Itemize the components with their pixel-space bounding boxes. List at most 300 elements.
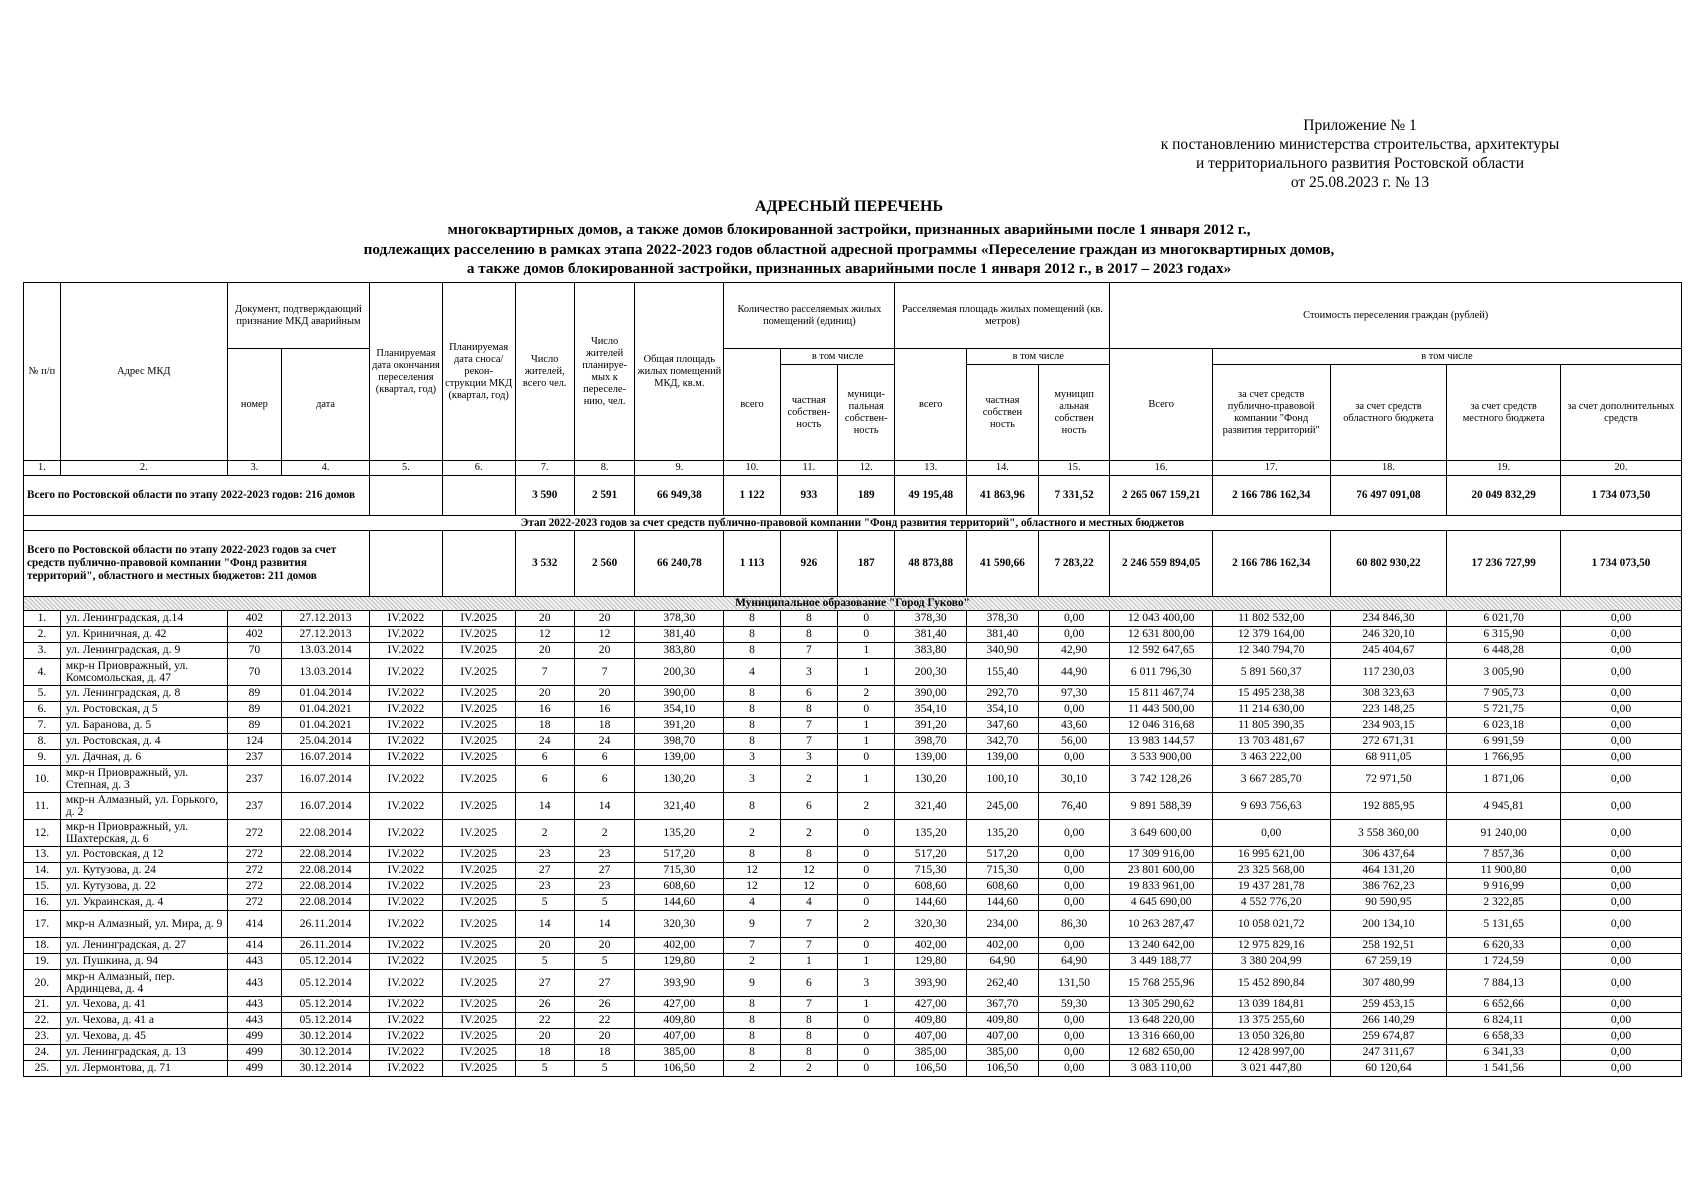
row-number: 8.: [24, 734, 61, 750]
row-doc-date: 27.12.2013: [282, 611, 370, 627]
row-cost-local: 6 023,18: [1447, 718, 1561, 734]
row-doc-number: 402: [227, 627, 281, 643]
row-cost-extra: 0,00: [1560, 938, 1681, 954]
row-address: мкр-н Приовражный, ул. Степная, д. 3: [60, 766, 227, 793]
row-area-private: 608,60: [967, 879, 1039, 895]
row-doc-number: 443: [227, 954, 281, 970]
row-area-total: 393,90: [895, 970, 967, 997]
row-area-private: 245,00: [967, 793, 1039, 820]
row-cost-extra: 0,00: [1560, 1013, 1681, 1029]
column-number: 13.: [895, 461, 967, 476]
row-residents-planned: 5: [574, 1061, 634, 1077]
row-area-private: 347,60: [967, 718, 1039, 734]
row-cost-extra: 0,00: [1560, 1045, 1681, 1061]
row-address: мкр-н Алмазный, пер. Ардинцева, д. 4: [60, 970, 227, 997]
row-cost-fund: 15 452 890,84: [1212, 970, 1330, 997]
row-qty-private: 4: [780, 895, 837, 911]
row-cost-region: 247 311,67: [1330, 1045, 1447, 1061]
row-cost-extra: 0,00: [1560, 611, 1681, 627]
table-row: [24, 911, 1682, 938]
row-area-total: 106,50: [895, 1061, 967, 1077]
row-doc-date: 22.08.2014: [282, 879, 370, 895]
row-number: 22.: [24, 1013, 61, 1029]
row-planned-demolish: IV.2025: [442, 954, 515, 970]
column-number: 7.: [515, 461, 574, 476]
row-qty-private: 3: [780, 659, 837, 686]
row-qty-total: 12: [724, 863, 780, 879]
row-residents: 18: [515, 1045, 574, 1061]
row-cost-fund: 23 325 568,00: [1212, 863, 1330, 879]
row-area-municipal: 43,60: [1038, 718, 1110, 734]
row-cost-total: 23 801 600,00: [1110, 863, 1212, 879]
row-residents-planned: 18: [574, 1045, 634, 1061]
subtitle-line-2: подлежащих расселению в рамках этапа 2022-2023 годов областной адресной программы «Переселение граждан из многоквартирных домов,: [363, 240, 1335, 258]
total-all-row: [24, 476, 1682, 516]
row-qty-private: 8: [780, 1029, 837, 1045]
row-area-total: 398,70: [895, 734, 967, 750]
row-planned-end: IV.2022: [370, 1013, 443, 1029]
row-area-municipal: 0,00: [1038, 702, 1110, 718]
row-planned-demolish: IV.2025: [442, 938, 515, 954]
row-doc-number: 443: [227, 997, 281, 1013]
row-planned-end: IV.2022: [370, 847, 443, 863]
row-cost-region: 464 131,20: [1330, 863, 1447, 879]
table-row: [24, 954, 1682, 970]
total-stage-qty-private: 926: [780, 531, 837, 597]
row-cost-extra: 0,00: [1560, 820, 1681, 847]
row-planned-demolish: IV.2025: [442, 1061, 515, 1077]
document-title: АДРЕСНЫЙ ПЕРЕЧЕНЬ: [754, 198, 944, 215]
row-number: 19.: [24, 954, 61, 970]
table-row: [24, 820, 1682, 847]
row-qty-total: 8: [724, 997, 780, 1013]
row-qty-total: 4: [724, 659, 780, 686]
row-qty-municipal: 0: [838, 1061, 895, 1077]
total-stage-residents: 3 532: [515, 531, 574, 597]
row-total-area: 106,50: [635, 1061, 724, 1077]
row-address: ул. Ленинградская, д. 8: [60, 686, 227, 702]
row-doc-number: 89: [227, 702, 281, 718]
row-cost-fund: 3 380 204,99: [1212, 954, 1330, 970]
row-cost-local: 5 131,65: [1447, 911, 1561, 938]
row-cost-local: 2 322,85: [1447, 895, 1561, 911]
row-area-total: 139,00: [895, 750, 967, 766]
row-address: ул. Кутузова, д. 22: [60, 879, 227, 895]
header-area-incl: в том числе: [967, 349, 1110, 365]
row-residents: 27: [515, 863, 574, 879]
municipality-title: Муниципальное образование "Город Гуково": [24, 597, 1682, 611]
row-cost-region: 259 674,87: [1330, 1029, 1447, 1045]
row-area-private: 155,40: [967, 659, 1039, 686]
row-address: ул. Лермонтова, д. 71: [60, 1061, 227, 1077]
row-cost-total: 13 648 220,00: [1110, 1013, 1212, 1029]
row-doc-date: 16.07.2014: [282, 750, 370, 766]
row-doc-date: 30.12.2014: [282, 1061, 370, 1077]
row-planned-demolish: IV.2025: [442, 879, 515, 895]
row-residents-planned: 18: [574, 718, 634, 734]
column-number: 12.: [838, 461, 895, 476]
row-planned-end: IV.2022: [370, 1061, 443, 1077]
row-planned-end: IV.2022: [370, 879, 443, 895]
row-number: 23.: [24, 1029, 61, 1045]
row-cost-region: 386 762,23: [1330, 879, 1447, 895]
row-qty-total: 8: [724, 627, 780, 643]
row-doc-number: 443: [227, 970, 281, 997]
row-area-private: 715,30: [967, 863, 1039, 879]
row-cost-region: 192 885,95: [1330, 793, 1447, 820]
row-area-total: 320,30: [895, 911, 967, 938]
row-area-private: 402,00: [967, 938, 1039, 954]
column-number: 18.: [1330, 461, 1447, 476]
row-cost-region: 259 453,15: [1330, 997, 1447, 1013]
row-residents: 14: [515, 911, 574, 938]
row-planned-end: IV.2022: [370, 734, 443, 750]
row-doc-number: 70: [227, 659, 281, 686]
row-cost-extra: 0,00: [1560, 1029, 1681, 1045]
column-number: 17.: [1212, 461, 1330, 476]
row-cost-extra: 0,00: [1560, 997, 1681, 1013]
row-planned-demolish: IV.2025: [442, 766, 515, 793]
row-residents-planned: 14: [574, 911, 634, 938]
row-qty-private: 8: [780, 627, 837, 643]
row-cost-fund: 12 428 997,00: [1212, 1045, 1330, 1061]
row-residents: 5: [515, 954, 574, 970]
table-row: [24, 611, 1682, 627]
row-residents: 27: [515, 970, 574, 997]
row-qty-private: 8: [780, 611, 837, 627]
row-area-private: 385,00: [967, 1045, 1039, 1061]
row-cost-fund: 19 437 281,78: [1212, 879, 1330, 895]
row-address: ул. Чехова, д. 41 а: [60, 1013, 227, 1029]
row-cost-fund: 3 667 285,70: [1212, 766, 1330, 793]
row-doc-number: 499: [227, 1061, 281, 1077]
row-area-private: 144,60: [967, 895, 1039, 911]
row-planned-demolish: IV.2025: [442, 611, 515, 627]
row-cost-fund: 13 375 255,60: [1212, 1013, 1330, 1029]
row-area-municipal: 0,00: [1038, 863, 1110, 879]
total-stage-area-private: 41 590,66: [967, 531, 1039, 597]
row-address: ул. Пушкина, д. 94: [60, 954, 227, 970]
row-area-private: 367,70: [967, 997, 1039, 1013]
row-area-total: 407,00: [895, 1029, 967, 1045]
row-qty-municipal: 2: [838, 911, 895, 938]
row-area-total: 383,80: [895, 643, 967, 659]
row-qty-total: 2: [724, 1061, 780, 1077]
row-total-area: 383,80: [635, 643, 724, 659]
column-number: 2.: [60, 461, 227, 476]
row-area-private: 517,20: [967, 847, 1039, 863]
row-cost-region: 246 320,10: [1330, 627, 1447, 643]
row-address: ул. Чехова, д. 41: [60, 997, 227, 1013]
subtitle-line-3: а также домов блокированной застройки, признанных аварийными после 1 января 2012 г., в 2017 – 2023 годах»: [466, 260, 1232, 277]
row-qty-municipal: 2: [838, 686, 895, 702]
row-qty-private: 7: [780, 997, 837, 1013]
row-doc-date: 05.12.2014: [282, 970, 370, 997]
header-cost-extra: за счет дополнительных средств: [1560, 365, 1681, 461]
row-area-municipal: 30,10: [1038, 766, 1110, 793]
row-total-area: 354,10: [635, 702, 724, 718]
row-address: мкр-н Приовражный, ул. Шахтерская, д. 6: [60, 820, 227, 847]
header-cost-total: Всего: [1110, 349, 1212, 461]
row-qty-private: 3: [780, 750, 837, 766]
table-row: [24, 895, 1682, 911]
row-area-municipal: 44,90: [1038, 659, 1110, 686]
row-area-private: 342,70: [967, 734, 1039, 750]
row-total-area: 409,80: [635, 1013, 724, 1029]
row-planned-demolish: IV.2025: [442, 702, 515, 718]
row-cost-total: 12 043 400,00: [1110, 611, 1212, 627]
row-qty-municipal: 0: [838, 611, 895, 627]
row-area-total: 391,20: [895, 718, 967, 734]
row-cost-local: 6 341,33: [1447, 1045, 1561, 1061]
row-cost-total: 3 449 188,77: [1110, 954, 1212, 970]
table-row: [24, 793, 1682, 820]
row-cost-total: 17 309 916,00: [1110, 847, 1212, 863]
row-qty-total: 9: [724, 970, 780, 997]
row-residents: 16: [515, 702, 574, 718]
row-cost-extra: 0,00: [1560, 911, 1681, 938]
row-cost-local: 3 005,90: [1447, 659, 1561, 686]
total-stage-cost-local: 17 236 727,99: [1447, 531, 1561, 597]
row-cost-fund: 15 495 238,38: [1212, 686, 1330, 702]
row-number: 20.: [24, 970, 61, 997]
row-cost-extra: 0,00: [1560, 1061, 1681, 1077]
total-all-empty: [370, 476, 443, 516]
row-doc-date: 05.12.2014: [282, 1013, 370, 1029]
row-residents-planned: 22: [574, 1013, 634, 1029]
row-cost-local: 5 721,75: [1447, 702, 1561, 718]
row-residents: 18: [515, 718, 574, 734]
column-number: 20.: [1560, 461, 1681, 476]
row-qty-municipal: 1: [838, 718, 895, 734]
row-qty-total: 2: [724, 820, 780, 847]
row-address: ул. Ростовская, д 12: [60, 847, 227, 863]
total-all-residents: 3 590: [515, 476, 574, 516]
table-row: [24, 1029, 1682, 1045]
row-area-municipal: 86,30: [1038, 911, 1110, 938]
row-residents-planned: 20: [574, 643, 634, 659]
row-residents-planned: 23: [574, 847, 634, 863]
header-cost-region: за счет средств областного бюджета: [1330, 365, 1447, 461]
row-residents: 20: [515, 643, 574, 659]
row-qty-private: 7: [780, 643, 837, 659]
table-row: [24, 1045, 1682, 1061]
row-number: 16.: [24, 895, 61, 911]
row-residents: 5: [515, 895, 574, 911]
row-area-total: 385,00: [895, 1045, 967, 1061]
row-planned-demolish: IV.2025: [442, 793, 515, 820]
row-area-private: 135,20: [967, 820, 1039, 847]
row-number: 17.: [24, 911, 61, 938]
table-row: [24, 1013, 1682, 1029]
row-qty-total: 8: [724, 793, 780, 820]
row-qty-municipal: 0: [838, 1045, 895, 1061]
row-qty-municipal: 0: [838, 750, 895, 766]
table-row: [24, 879, 1682, 895]
column-number: 6.: [442, 461, 515, 476]
row-residents-planned: 20: [574, 611, 634, 627]
row-residents: 22: [515, 1013, 574, 1029]
row-cost-region: 306 437,64: [1330, 847, 1447, 863]
row-residents: 24: [515, 734, 574, 750]
row-cost-total: 13 305 290,62: [1110, 997, 1212, 1013]
row-cost-fund: 9 693 756,63: [1212, 793, 1330, 820]
row-doc-number: 237: [227, 750, 281, 766]
row-area-private: 262,40: [967, 970, 1039, 997]
row-residents-planned: 12: [574, 627, 634, 643]
row-number: 5.: [24, 686, 61, 702]
row-total-area: 144,60: [635, 895, 724, 911]
row-cost-total: 4 645 690,00: [1110, 895, 1212, 911]
header-planned-demolish: Планируемая дата сноса/рекон-струкции МКД (квартал, год): [442, 283, 515, 461]
row-cost-fund: 16 995 621,00: [1212, 847, 1330, 863]
total-stage-area-municipal: 7 283,22: [1038, 531, 1110, 597]
row-number: 25.: [24, 1061, 61, 1077]
row-area-municipal: 0,00: [1038, 1029, 1110, 1045]
row-cost-total: 3 742 128,26: [1110, 766, 1212, 793]
row-area-private: 340,90: [967, 643, 1039, 659]
row-doc-date: 01.04.2014: [282, 686, 370, 702]
header-residents-planned: Число жителей планируе-мых к переселе-нию, чел.: [574, 283, 634, 461]
row-doc-date: 22.08.2014: [282, 847, 370, 863]
row-cost-fund: 13 703 481,67: [1212, 734, 1330, 750]
row-cost-region: 234 846,30: [1330, 611, 1447, 627]
row-planned-end: IV.2022: [370, 1029, 443, 1045]
total-all-cost-extra: 1 734 073,50: [1560, 476, 1681, 516]
total-stage-qty-municipal: 187: [838, 531, 895, 597]
row-qty-total: 7: [724, 938, 780, 954]
row-planned-demolish: IV.2025: [442, 659, 515, 686]
row-residents: 23: [515, 879, 574, 895]
table-row: [24, 863, 1682, 879]
row-residents-planned: 16: [574, 702, 634, 718]
row-area-private: 64,90: [967, 954, 1039, 970]
row-planned-demolish: IV.2025: [442, 863, 515, 879]
row-cost-extra: 0,00: [1560, 895, 1681, 911]
row-qty-private: 6: [780, 686, 837, 702]
total-stage-area: 66 240,78: [635, 531, 724, 597]
row-cost-total: 12 592 647,65: [1110, 643, 1212, 659]
row-cost-local: 7 905,73: [1447, 686, 1561, 702]
total-stage-cost: 2 246 559 894,05: [1110, 531, 1212, 597]
row-area-municipal: 97,30: [1038, 686, 1110, 702]
row-residents: 23: [515, 847, 574, 863]
row-doc-number: 89: [227, 686, 281, 702]
row-planned-demolish: IV.2025: [442, 1013, 515, 1029]
row-cost-region: 67 259,19: [1330, 954, 1447, 970]
row-area-municipal: 59,30: [1038, 997, 1110, 1013]
total-stage-residents-planned: 2 560: [574, 531, 634, 597]
row-cost-total: 13 240 642,00: [1110, 938, 1212, 954]
stage-title: Этап 2022-2023 годов за счет средств публично-правовой компании "Фонд развития территорий", областного и местных бюджетов: [24, 516, 1682, 531]
row-address: ул. Кутузова, д. 24: [60, 863, 227, 879]
row-residents: 2: [515, 820, 574, 847]
row-qty-total: 8: [724, 686, 780, 702]
row-cost-fund: 0,00: [1212, 820, 1330, 847]
header-cost-incl: в том числе: [1212, 349, 1681, 365]
row-cost-fund: 4 552 776,20: [1212, 895, 1330, 911]
header-area-municipal: муницип альная собствен ность: [1038, 365, 1110, 461]
header-qty: Количество расселяемых жилых помещений (единиц): [724, 283, 895, 349]
row-total-area: 608,60: [635, 879, 724, 895]
row-cost-region: 272 671,31: [1330, 734, 1447, 750]
row-qty-total: 8: [724, 643, 780, 659]
row-area-private: 409,80: [967, 1013, 1039, 1029]
row-qty-municipal: 0: [838, 895, 895, 911]
row-total-area: 130,20: [635, 766, 724, 793]
row-cost-extra: 0,00: [1560, 643, 1681, 659]
total-all-cost-region: 76 497 091,08: [1330, 476, 1447, 516]
appendix-line-4: от 25.08.2023 г. № 13: [1290, 174, 1430, 191]
row-qty-total: 8: [724, 1013, 780, 1029]
row-total-area: 135,20: [635, 820, 724, 847]
row-address: ул. Ростовская, д 5: [60, 702, 227, 718]
row-area-total: 144,60: [895, 895, 967, 911]
row-doc-date: 01.04.2021: [282, 702, 370, 718]
row-planned-end: IV.2022: [370, 997, 443, 1013]
row-qty-total: 8: [724, 847, 780, 863]
row-area-municipal: 0,00: [1038, 895, 1110, 911]
row-doc-date: 26.11.2014: [282, 911, 370, 938]
row-qty-private: 8: [780, 702, 837, 718]
row-qty-total: 8: [724, 611, 780, 627]
table-row: [24, 659, 1682, 686]
row-qty-private: 6: [780, 793, 837, 820]
row-area-municipal: 0,00: [1038, 627, 1110, 643]
row-area-municipal: 0,00: [1038, 750, 1110, 766]
row-cost-fund: 11 802 532,00: [1212, 611, 1330, 627]
row-cost-fund: 3 021 447,80: [1212, 1061, 1330, 1077]
row-cost-extra: 0,00: [1560, 659, 1681, 686]
row-cost-local: 6 315,90: [1447, 627, 1561, 643]
total-stage-qty: 1 113: [724, 531, 780, 597]
row-doc-number: 237: [227, 793, 281, 820]
table-row: [24, 718, 1682, 734]
row-planned-end: IV.2022: [370, 863, 443, 879]
table-row: [24, 702, 1682, 718]
row-planned-end: IV.2022: [370, 686, 443, 702]
row-residents: 20: [515, 611, 574, 627]
row-cost-region: 68 911,05: [1330, 750, 1447, 766]
row-qty-total: 8: [724, 1029, 780, 1045]
table-header: [24, 283, 1682, 476]
row-residents: 12: [515, 627, 574, 643]
row-total-area: 398,70: [635, 734, 724, 750]
row-planned-demolish: IV.2025: [442, 1045, 515, 1061]
row-cost-local: 1 871,06: [1447, 766, 1561, 793]
row-area-total: 608,60: [895, 879, 967, 895]
row-cost-region: 234 903,15: [1330, 718, 1447, 734]
row-cost-fund: 12 340 794,70: [1212, 643, 1330, 659]
row-total-area: 381,40: [635, 627, 724, 643]
row-qty-total: 2: [724, 954, 780, 970]
header-planned-end: Планируемая дата окончания переселения (квартал, год): [370, 283, 443, 461]
row-cost-local: 4 945,81: [1447, 793, 1561, 820]
row-planned-end: IV.2022: [370, 627, 443, 643]
row-qty-total: 8: [724, 1045, 780, 1061]
row-area-total: 378,30: [895, 611, 967, 627]
row-planned-demolish: IV.2025: [442, 895, 515, 911]
column-numbers-row: [24, 461, 1682, 476]
row-doc-date: 13.03.2014: [282, 659, 370, 686]
row-qty-municipal: 0: [838, 938, 895, 954]
row-total-area: 391,20: [635, 718, 724, 734]
appendix-line-2: к постановлению министерства строительства, архитектуры: [1160, 136, 1560, 153]
row-cost-fund: 11 805 390,35: [1212, 718, 1330, 734]
row-area-municipal: 0,00: [1038, 1013, 1110, 1029]
row-address: ул. Баранова, д. 5: [60, 718, 227, 734]
row-number: 10.: [24, 766, 61, 793]
